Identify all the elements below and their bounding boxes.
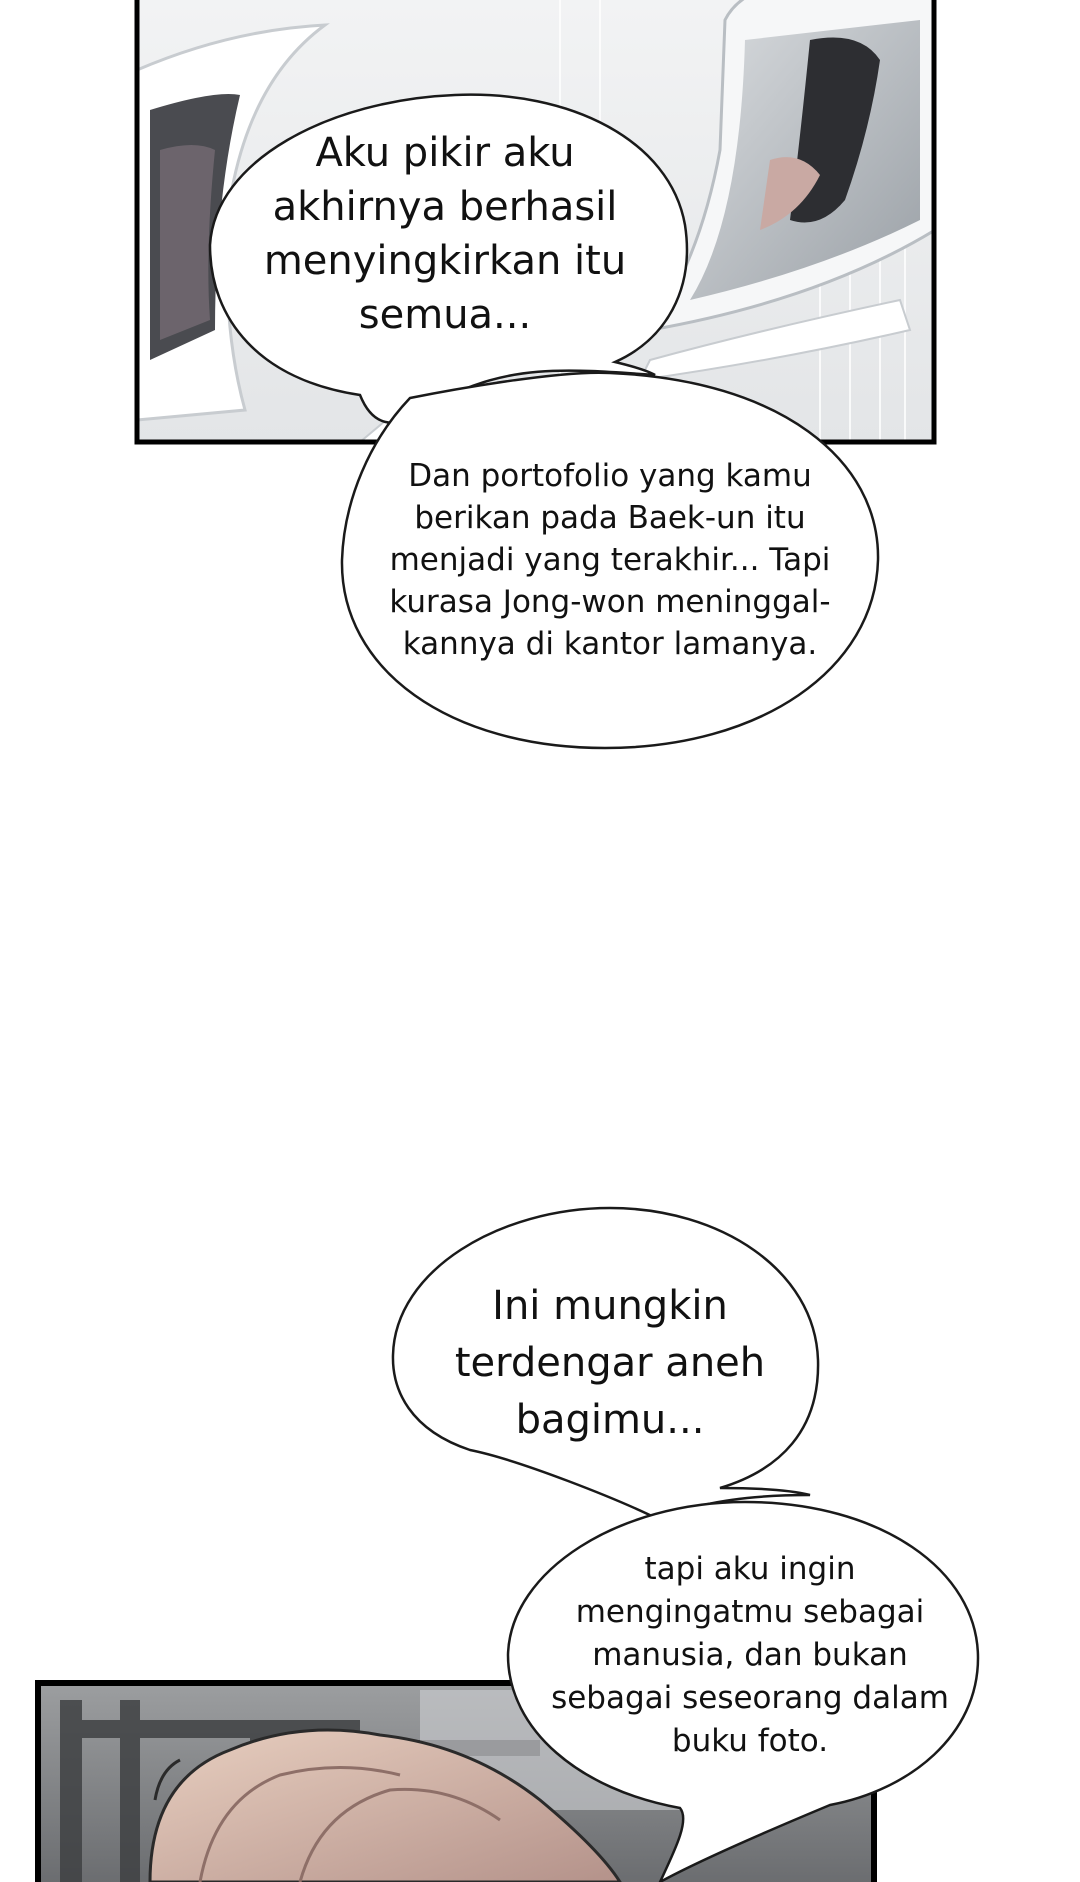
bubble-4-text: tapi aku ingin mengingatmu sebagai manusia, dan bukan sebagai seseorang dalam buku foto. — [551, 1551, 949, 1759]
bubble-2-text: Dan portofolio yang kamu berikan pada Baek-un itu menjadi yang terakhir... Tapi kurasa Jong-won meninggal- kannya di kantor lamanya. — [389, 458, 831, 662]
bubble-3-text: Ini mungkin terdengar aneh bagimu... — [454, 1283, 766, 1443]
bubble-1-text: Aku pikir aku akhirnya berhasil menyingkirkan itu semua... — [263, 130, 627, 338]
